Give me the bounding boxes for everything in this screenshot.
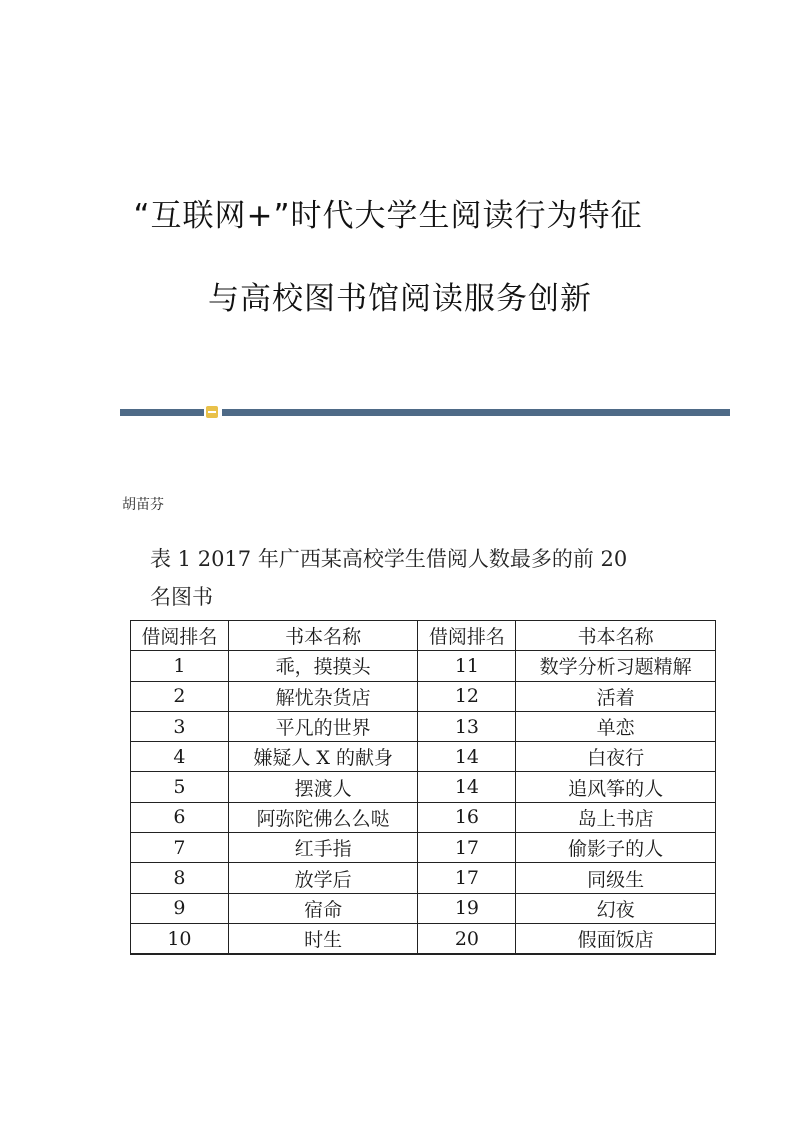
- table-row: [131, 742, 716, 772]
- book-title-cell: 单恋: [516, 711, 716, 741]
- rank-cell: 1: [131, 651, 229, 681]
- table-row: [131, 893, 716, 923]
- rank-cell: 17: [418, 863, 516, 893]
- title-divider-left: [120, 409, 204, 416]
- book-title-cell: 阿弥陀佛么么哒: [228, 802, 418, 832]
- table-row: [131, 772, 716, 802]
- rank-cell: 14: [418, 742, 516, 772]
- rank-cell: 8: [131, 863, 229, 893]
- rank-cell: 2: [131, 681, 229, 711]
- author-name: 胡苗芬: [122, 497, 164, 513]
- header-title-2: 书本名称: [516, 621, 716, 651]
- rank-cell: 9: [131, 893, 229, 923]
- table-row: [131, 711, 716, 741]
- table-row: [131, 863, 716, 893]
- rank-cell: 16: [418, 802, 516, 832]
- book-title-cell: 假面饭店: [516, 923, 716, 954]
- rank-cell: 5: [131, 772, 229, 802]
- book-title-cell: 放学后: [228, 863, 418, 893]
- title-divider-right: [222, 409, 730, 416]
- table-row: [131, 833, 716, 863]
- book-title-cell: 幻夜: [516, 893, 716, 923]
- rank-cell: 10: [131, 923, 229, 954]
- table-header-row: [131, 621, 716, 651]
- book-title-cell: 同级生: [516, 863, 716, 893]
- rank-cell: 4: [131, 742, 229, 772]
- rank-cell: 6: [131, 802, 229, 832]
- book-title-cell: 时生: [228, 923, 418, 954]
- book-title-cell: 宿命: [228, 893, 418, 923]
- table-row: [131, 681, 716, 711]
- table-row: [131, 651, 716, 681]
- book-title-cell: 红手指: [228, 833, 418, 863]
- rank-cell: 20: [418, 923, 516, 954]
- header-rank-2: 借阅排名: [418, 621, 516, 651]
- table-row: [131, 802, 716, 832]
- book-title-cell: 岛上书店: [516, 802, 716, 832]
- book-title-cell: 摆渡人: [228, 772, 418, 802]
- header-rank-1: 借阅排名: [131, 621, 229, 651]
- rank-cell: 12: [418, 681, 516, 711]
- header-title-1: 书本名称: [228, 621, 418, 651]
- book-title-cell: 活着: [516, 681, 716, 711]
- book-title-cell: 偷影子的人: [516, 833, 716, 863]
- rank-cell: 14: [418, 772, 516, 802]
- table-caption: [150, 540, 740, 616]
- book-title-cell: 白夜行: [516, 742, 716, 772]
- table-caption-line-2: 名图书: [150, 585, 213, 609]
- rank-cell: 7: [131, 833, 229, 863]
- document-title-line-2: 与高校图书馆阅读服务创新: [208, 281, 592, 317]
- rank-cell: 17: [418, 833, 516, 863]
- rank-cell: 3: [131, 711, 229, 741]
- book-title-cell: 解忧杂货店: [228, 681, 418, 711]
- rank-cell: 11: [418, 651, 516, 681]
- rank-cell: 19: [418, 893, 516, 923]
- document-title-line-1: “互联网+”时代大学生阅读行为特征: [133, 198, 643, 234]
- table-row: [131, 923, 716, 954]
- table-caption-line-1: 表 1 2017 年广西某高校学生借阅人数最多的前 20: [150, 547, 628, 571]
- borrowing-ranking-table: [130, 620, 716, 955]
- rank-cell: 13: [418, 711, 516, 741]
- divider-ornament-icon: [206, 406, 218, 418]
- book-title-cell: 数学分析习题精解: [516, 651, 716, 681]
- book-title-cell: 乖，摸摸头: [228, 651, 418, 681]
- book-title-cell: 追风筝的人: [516, 772, 716, 802]
- book-title-cell: 嫌疑人 X 的献身: [228, 742, 418, 772]
- book-title-cell: 平凡的世界: [228, 711, 418, 741]
